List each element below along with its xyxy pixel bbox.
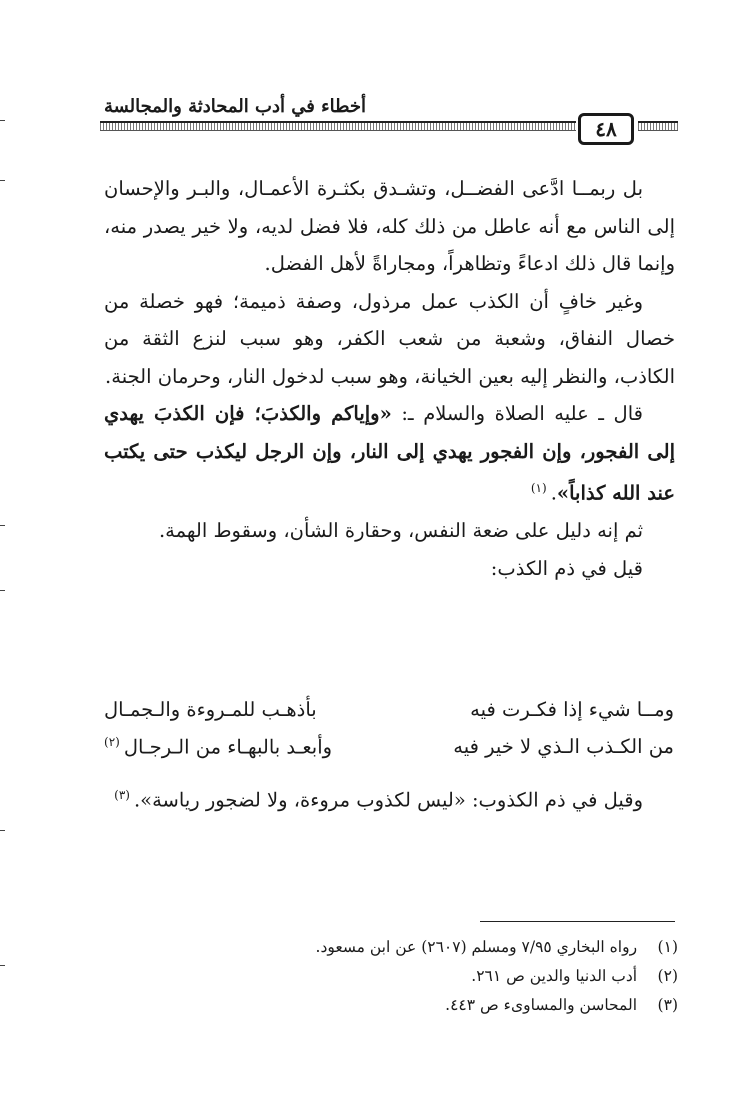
footnote-ref-2: (٢) (104, 735, 120, 749)
poem-line-2-second-hemistich (104, 735, 332, 759)
footnote-3 (445, 996, 678, 1014)
footnote-3-text: المحاسن والمساوىء ص ٤٤٣. (445, 996, 638, 1014)
hadith-end: . (550, 481, 557, 505)
hadith-intro: قال ـ عليه الصلاة والسلام ـ: (391, 402, 643, 425)
footnote-2 (471, 967, 678, 985)
poem-line-1-second-hemistich: بأذهـب للمـروءة والـجمـال (104, 698, 317, 721)
paragraph-virtue-claim: بل ربمــا ادَّعى الفضــل، وتشـدق بكثـرة الأعمـال، والبـر والإحسان إلى الناس مع أنه عاطل من ذلك كله، فلا فضل لديه، ولا خير يصدر منه، وإنما قال ذلك ادعاءً وتظاهراً، ومجاراةً لأهل الفضل. (104, 177, 675, 275)
scan-edge-mark (0, 965, 5, 966)
footnote-ref-3: (٣) (114, 788, 130, 802)
scan-edge-mark (0, 120, 5, 121)
footnote-2-text: أدب الدنيا والدين ص ٢٦١. (471, 967, 638, 985)
page-number: ٤٨ (578, 113, 634, 145)
paragraph-liar-saying (104, 777, 675, 819)
footnote-3-number: (٣) (657, 996, 678, 1014)
poem-line-2-text: وأبعـد بالبهـاء من الـرجـال (123, 735, 333, 759)
paragraph-lying-vice: وغير خافٍ أن الكذب عمل مرذول، وصفة ذميمة؛ فهو خصلة من خصال النفاق، وشعبة من شعب الكفر، وهو سبب لنزع الثقة من الكاذب، والنظر إليه بعين الخيانة، وهو سبب لدخول النار، وحرمان الجنة. (104, 289, 675, 388)
body-text-block-1 (104, 170, 675, 587)
scan-edge-mark (0, 830, 5, 831)
footnote-separator (480, 921, 675, 922)
footnote-1-number: (١) (657, 938, 678, 956)
paragraph-hadith (104, 395, 675, 512)
scan-edge-mark (0, 590, 5, 591)
poem-intro: قيل في ذم الكذب: (490, 556, 643, 580)
hadith-text: «وإياكم والكذبَ؛ فإن الكذبَ يهدي إلى الفجور، وإن الفجور يهدي إلى النار، وإن الرجل ليكذب حتى يكتب عند الله كذاباً» (104, 402, 675, 505)
running-header-title: أخطاء في أدب المحادثة والمجالسة (103, 96, 366, 117)
footnote-2-number: (٢) (657, 967, 678, 985)
header-rule-right (638, 121, 678, 131)
footnote-ref-1: (١) (530, 481, 547, 495)
scan-edge-mark (0, 525, 5, 526)
body-text-block-2 (104, 777, 675, 819)
header-rule (100, 121, 576, 131)
scan-edge-mark (0, 180, 5, 181)
liar-saying-text: وقيل في ذم الكذوب: «ليس لكذوب مروءة، ولا لضجور رياسة». (133, 788, 643, 812)
poem-line-1-first-hemistich: ومــا شيء إذا فكـرت فيه (470, 698, 674, 721)
poem-line-2-first-hemistich: من الكـذب الـذي لا خير فيه (453, 735, 674, 758)
footnote-1 (316, 938, 678, 956)
footnote-1-text: رواه البخاري ٧/٩٥ ومسلم (٢٦٠٧) عن ابن مسعود. (315, 938, 638, 956)
paragraph-weakness: ثم إنه دليل على ضعة النفس، وحقارة الشأن، وسقوط الهمة. (158, 519, 643, 542)
